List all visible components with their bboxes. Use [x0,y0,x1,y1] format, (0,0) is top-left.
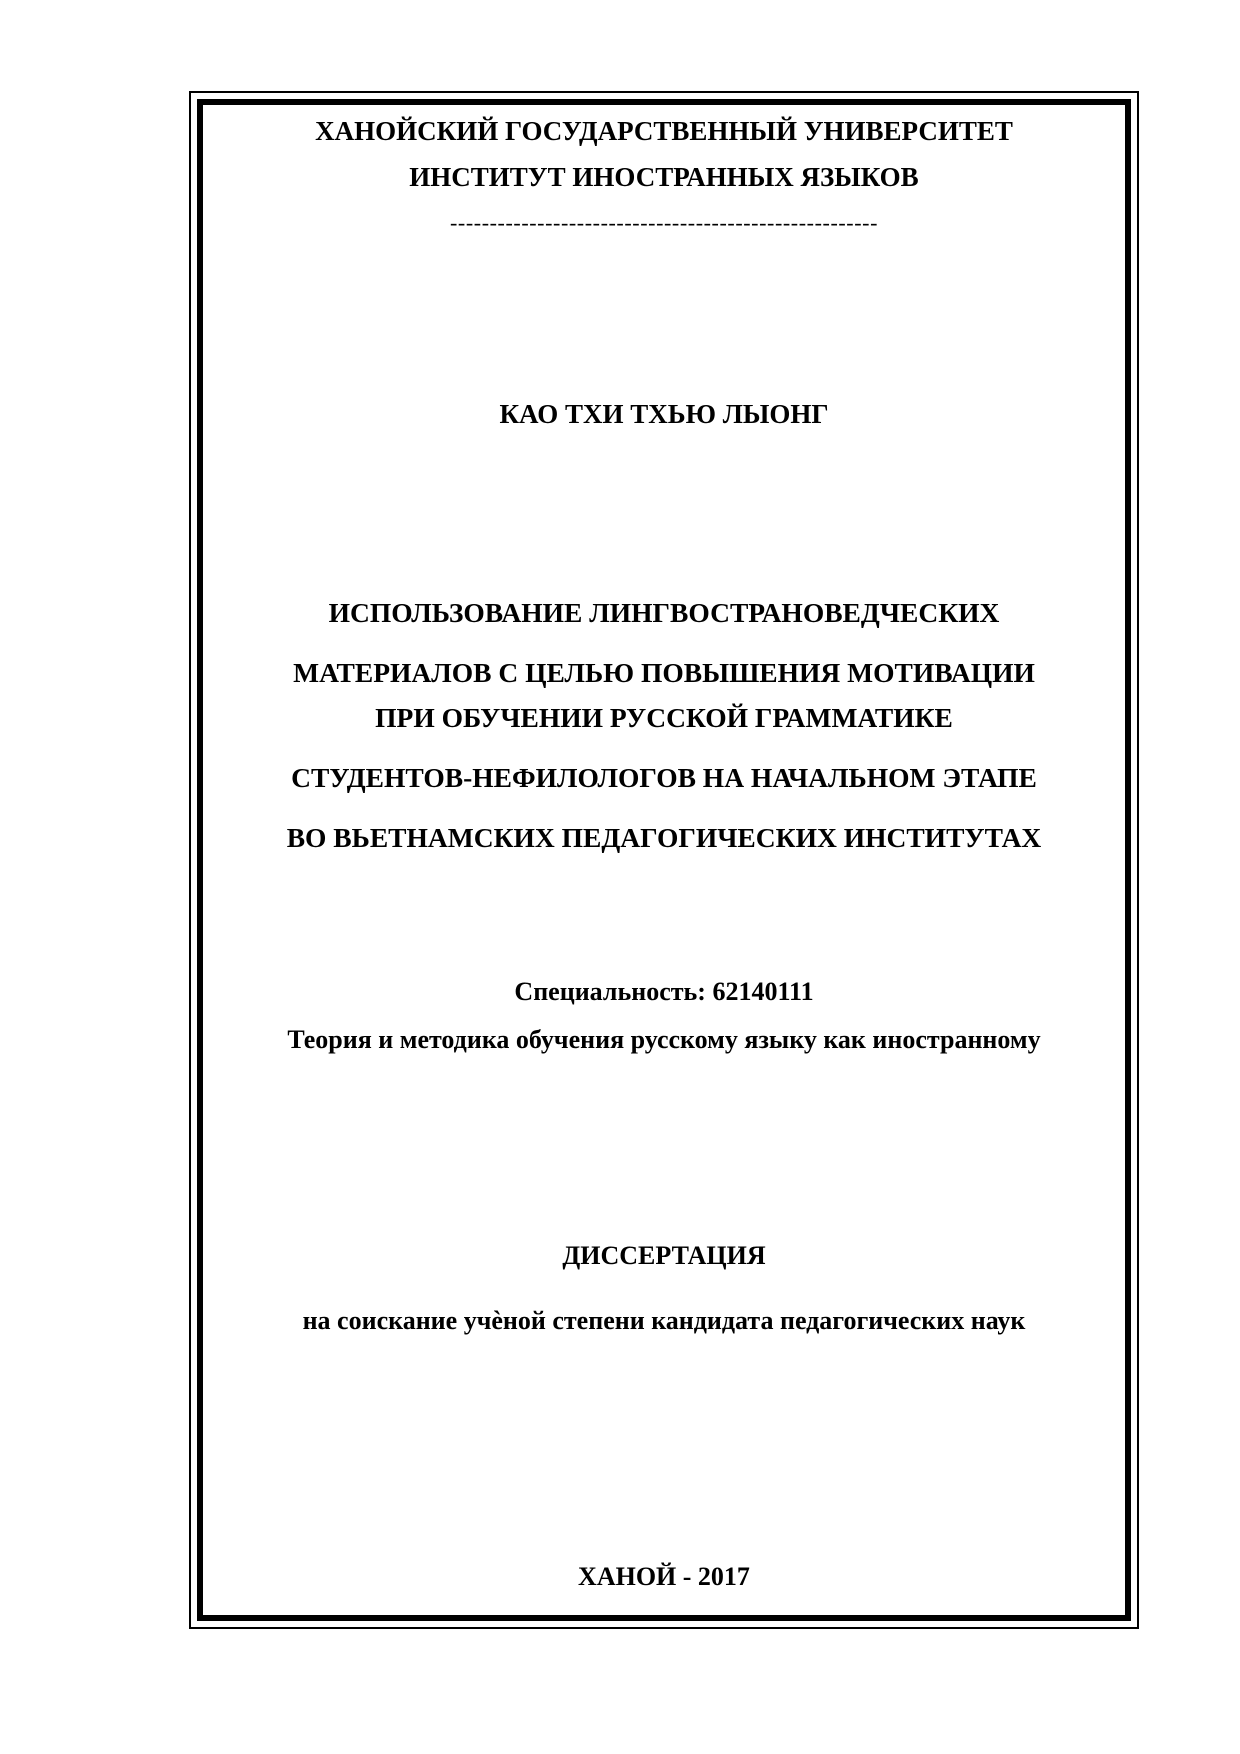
page-border-inner [197,99,1131,1621]
specialty-code: Специальность: 62140111 [514,977,814,1006]
degree-purpose: на соискание учѐной степени кандидата педагогических наук [302,1306,1026,1335]
city-year: ХАНОЙ - 2017 [578,1562,750,1591]
specialty-name: Теория и методика обучения русскому языку как иностранному [287,1025,1041,1054]
title-line-4: СТУДЕНТОВ-НЕФИЛОЛОГОВ НА НАЧАЛЬНОМ ЭТАПЕ [291,762,1037,793]
title-line-5: ВО ВЬЕТНАМСКИХ ПЕДАГОГИЧЕСКИХ ИНСТИТУТАХ [286,822,1042,853]
university-name: ХАНОЙСКИЙ ГОСУДАРСТВЕННЫЙ УНИВЕРСИТЕТ [315,116,1013,146]
title-line-2: МАТЕРИАЛОВ С ЦЕЛЬЮ ПОВЫШЕНИЯ МОТИВАЦИИ [293,657,1035,688]
title-line-1: ИСПОЛЬЗОВАНИЕ ЛИНГВОСТРАНОВЕДЧЕСКИХ [328,597,1000,628]
author-name: КАО ТХИ ТХЬЮ ЛЫОНГ [499,399,829,429]
title-line-3: ПРИ ОБУЧЕНИИ РУССКОЙ ГРАММАТИКЕ [375,702,953,733]
work-type: ДИССЕРТАЦИЯ [562,1241,766,1270]
institute-name: ИНСТИТУТ ИНОСТРАННЫХ ЯЗЫКОВ [409,162,919,192]
header-divider: ------------------------------------------------------ [449,210,878,235]
